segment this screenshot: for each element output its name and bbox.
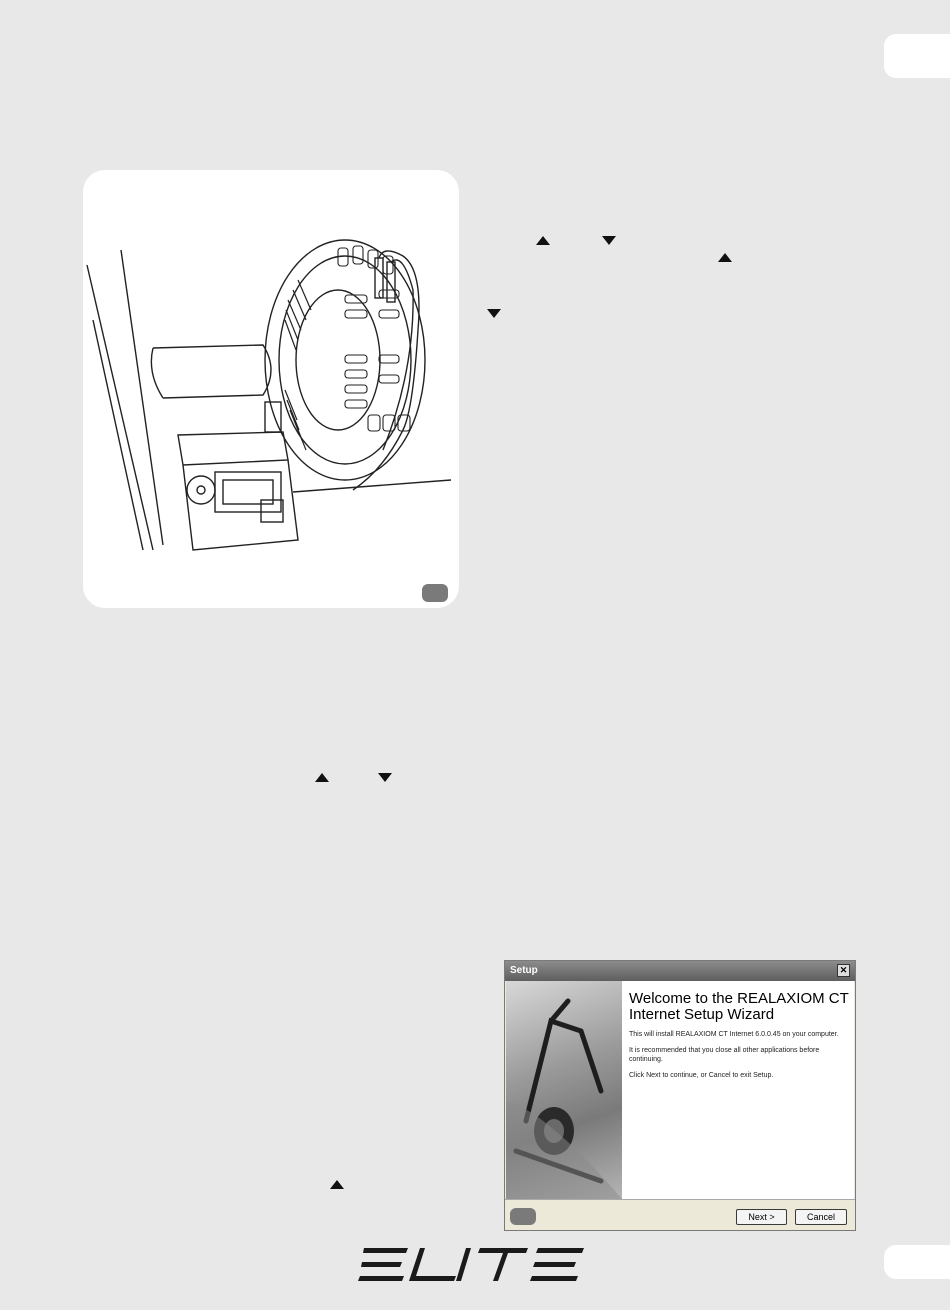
setup-window: [504, 960, 856, 1231]
wizard-body: [629, 1030, 849, 1087]
wizard-heading: [629, 991, 849, 1023]
wizard-heading-line1: Welcome to the REALAXIOM CT: [629, 990, 849, 1007]
screenshot-badge: [510, 1208, 536, 1225]
close-icon: ✕: [839, 965, 848, 975]
figure-card: [83, 170, 459, 608]
arrow-up-icon: [718, 253, 732, 262]
setup-titlebar: [505, 961, 855, 981]
arrow-down-icon: [378, 773, 392, 782]
arrow-up-icon: [536, 236, 550, 245]
next-button[interactable]: Next >: [736, 1209, 787, 1225]
figure-badge: [422, 584, 448, 602]
wizard-para-3: Click Next to continue, or Cancel to exit Setup.: [629, 1072, 774, 1079]
arrow-up-icon: [330, 1180, 344, 1189]
arrow-up-icon: [315, 773, 329, 782]
arrow-down-icon: [602, 236, 616, 245]
side-tab-bottom: [884, 1245, 950, 1279]
trainer-photo: [506, 981, 622, 1199]
wizard-content: [622, 981, 854, 1199]
wizard-heading-line2: Internet Setup Wizard: [629, 1006, 775, 1023]
wizard-para-2: It is recommended that you close all other applications before continuing.: [629, 1047, 820, 1063]
arrow-down-icon: [487, 309, 501, 318]
cancel-button[interactable]: Cancel: [795, 1209, 847, 1225]
wizard-para-1: This will install REALAXIOM CT Internet 6.0.0.45 on your computer.: [629, 1031, 839, 1038]
side-tab-top: [884, 34, 950, 78]
elite-logo-mark: [358, 1247, 586, 1283]
trainer-illustration: [83, 170, 459, 608]
elite-logo: [358, 1247, 586, 1283]
setup-title: Setup: [510, 965, 538, 976]
wizard-footer: [505, 1199, 855, 1230]
wizard-side-image: [506, 981, 622, 1199]
close-button[interactable]: [837, 964, 850, 977]
